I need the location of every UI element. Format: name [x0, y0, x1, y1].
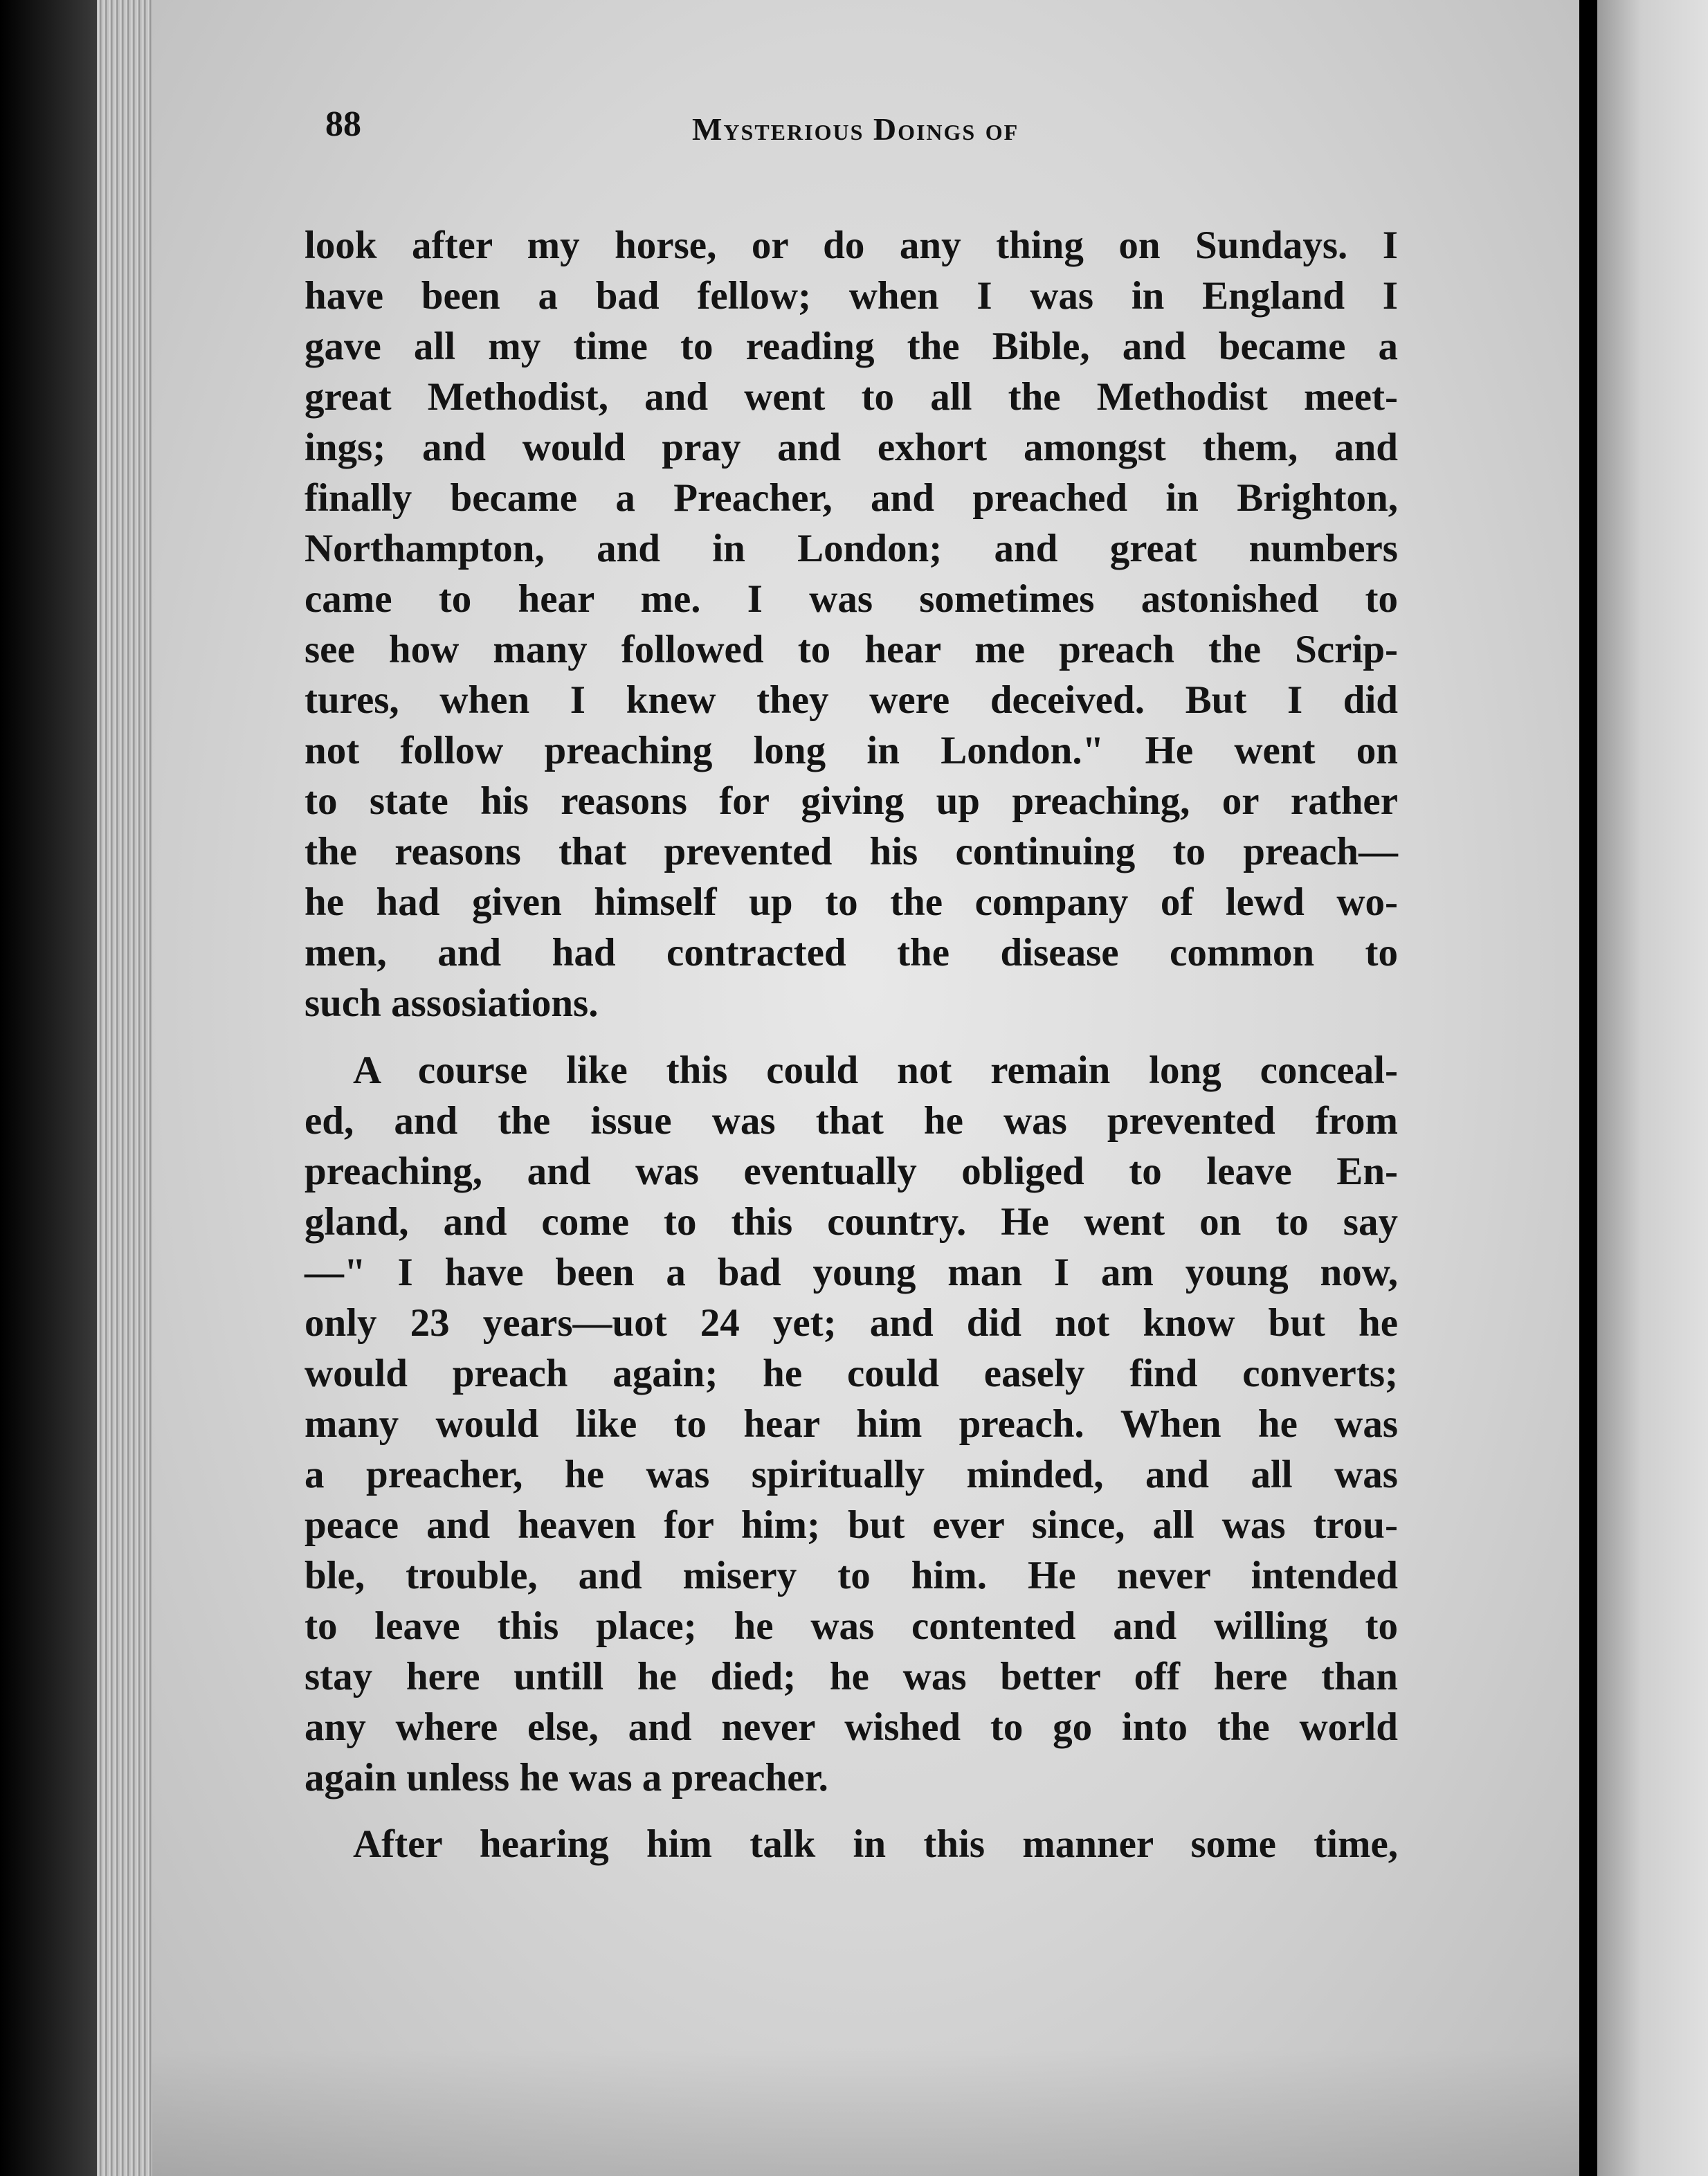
text-line: men, and had contracted the disease common to: [305, 931, 1398, 974]
text-line: ings; and would pray and exhort amongst them, and: [305, 426, 1398, 469]
text-line: he had given himself up to the company of lewd wo-: [305, 880, 1398, 924]
page-shadow: [152, 2049, 1579, 2176]
page-stack-edges: [97, 0, 152, 2176]
text-line: to leave this place; he was contented and willing to: [305, 1604, 1398, 1648]
text-line: After hearing him talk in this manner some time,: [353, 1822, 1398, 1866]
running-head: [325, 104, 1405, 159]
text-line: ed, and the issue was that he was prevented from: [305, 1099, 1398, 1143]
text-line: gave all my time to reading the Bible, and became a: [305, 325, 1398, 368]
text-line: again unless he was a preacher.: [305, 1756, 828, 1799]
text-line: to state his reasons for giving up preaching, or rather: [305, 779, 1398, 823]
page-number: 88: [325, 105, 361, 144]
text-line: look after my horse, or do any thing on Sundays. I: [305, 224, 1398, 267]
paragraph-2: [305, 1045, 1398, 1803]
text-line: tures, when I knew they were deceived. But I did: [305, 678, 1398, 722]
text-line: have been a bad fellow; when I was in England I: [305, 274, 1398, 318]
text-line: not follow preaching long in London." He went on: [305, 729, 1398, 772]
text-line: the reasons that prevented his continuing to preach—: [305, 830, 1398, 873]
text-line: ble, trouble, and misery to him. He never intended: [305, 1554, 1398, 1597]
facing-page-edge: [1597, 0, 1708, 2176]
running-head-title: Mysterious Doings of: [692, 111, 1019, 147]
text-line: great Methodist, and went to all the Methodist meet-: [305, 375, 1398, 419]
text-line: gland, and come to this country. He went on to say: [305, 1200, 1398, 1244]
text-line: stay here untill he died; he was better off here than: [305, 1655, 1398, 1698]
text-line: —" I have been a bad young man I am young now,: [305, 1251, 1398, 1294]
paragraph-3: [305, 1819, 1398, 1869]
book-cover-edge: [0, 0, 97, 2176]
text-line: such assosiations.: [305, 981, 599, 1025]
text-line: finally became a Preacher, and preached in Brighton,: [305, 476, 1398, 520]
text-line: would preach again; he could easely find converts;: [305, 1352, 1398, 1395]
text-line: came to hear me. I was sometimes astonished to: [305, 577, 1398, 621]
text-line: a preacher, he was spiritually minded, and all was: [305, 1453, 1398, 1496]
paragraph-1: [305, 220, 1398, 1028]
text-line: any where else, and never wished to go into the world: [305, 1705, 1398, 1749]
text-line: many would like to hear him preach. When he was: [305, 1402, 1398, 1446]
text-line: only 23 years—uot 24 yet; and did not know but he: [305, 1301, 1398, 1345]
text-line: A course like this could not remain long conceal-: [353, 1049, 1398, 1092]
text-line: see how many followed to hear me preach the Scrip-: [305, 628, 1398, 671]
book-gutter: [1579, 0, 1597, 2176]
text-line: preaching, and was eventually obliged to leave En-: [305, 1150, 1398, 1193]
text-line: Northampton, and in London; and great numbers: [305, 527, 1398, 570]
text-line: peace and heaven for him; but ever since, all was trou-: [305, 1503, 1398, 1547]
